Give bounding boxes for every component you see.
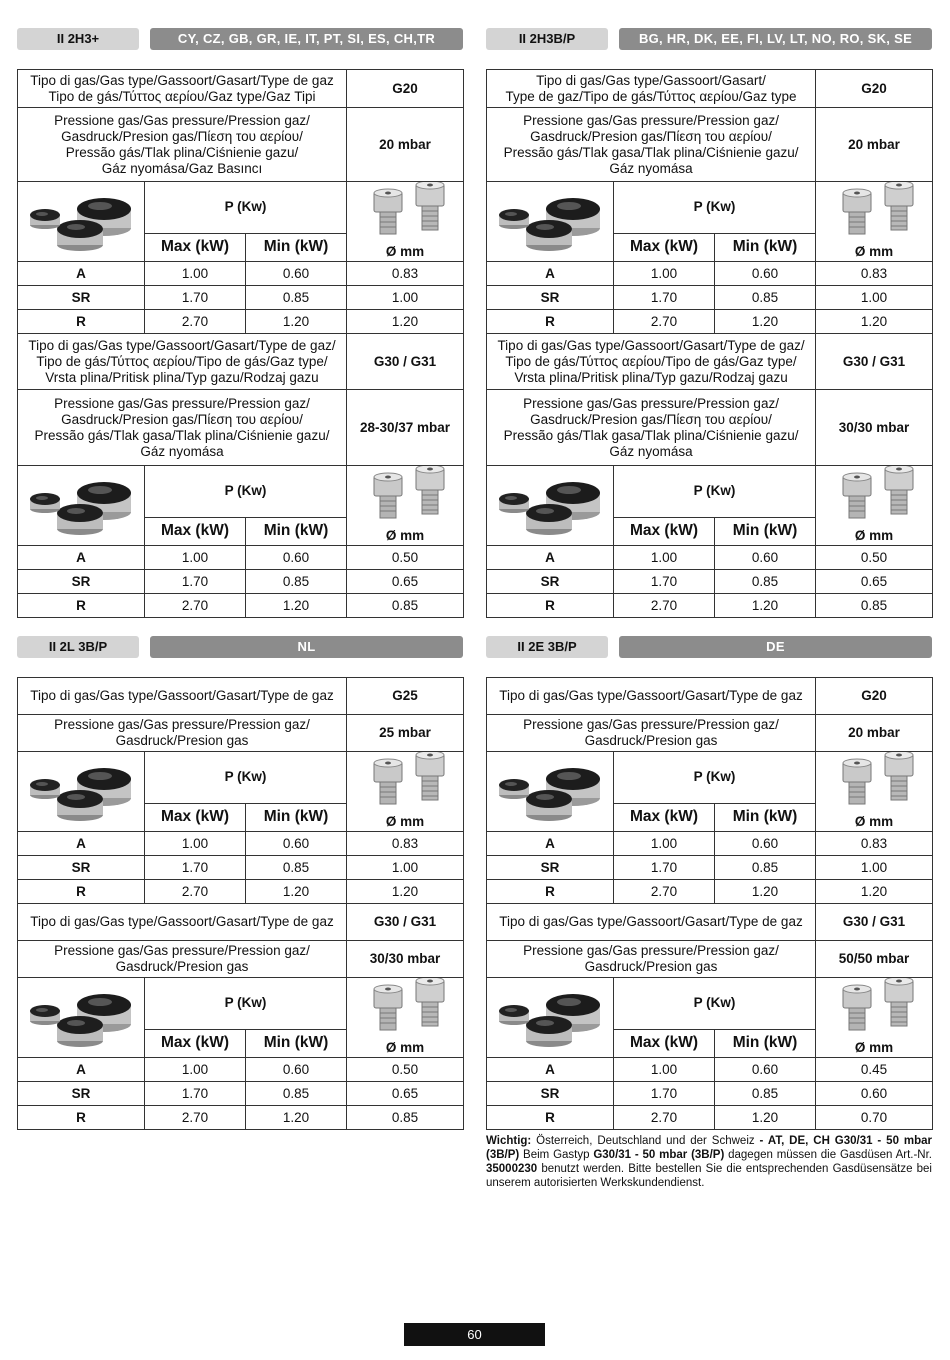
- min-power-value: 0.60: [246, 262, 347, 286]
- table-row: [487, 546, 933, 570]
- diameter-label: Ø mm: [385, 528, 425, 543]
- injector-diameter-value: 1.20: [816, 310, 933, 334]
- gas-type-label: Tipo di gas/Gas type/Gassoort/Gasart/Type de gaz: [18, 904, 347, 941]
- burner-caps-icon: [487, 981, 613, 1055]
- burner-caps-icon: [18, 185, 144, 259]
- min-power-header: Min (kW): [715, 1029, 816, 1057]
- burner-label: R: [487, 594, 614, 618]
- gas-type-label: Tipo di gas/Gas type/Gassoort/Gasart/Type de gaz Tipo de gás/Τύττος αερίου/Gaz type/Gaz Tipi: [18, 70, 347, 108]
- table-row: [18, 715, 464, 752]
- max-power-value: 1.00: [614, 262, 715, 286]
- gas-type-label: Tipo di gas/Gas type/Gassoort/Gasart/Type de gaz: [487, 678, 816, 715]
- table-row: [18, 334, 464, 390]
- section-2h3plus: [17, 28, 463, 618]
- table-row: [18, 678, 464, 715]
- section-2h3bp: [486, 28, 932, 618]
- important-note: [486, 1134, 932, 1190]
- burner-caps-icon: [487, 185, 613, 259]
- burner-label: A: [487, 832, 614, 856]
- max-power-value: 1.70: [145, 286, 246, 310]
- note-text-2: Beim Gastyp: [519, 1149, 594, 1161]
- min-power-value: 1.20: [246, 594, 347, 618]
- injector-diameter-value: 1.00: [816, 856, 933, 880]
- appliance-category-badge: II 2H3+: [17, 28, 139, 50]
- gas-pressure-label: Pressione gas/Gas pressure/Pression gaz/ Gasdruck/Presion gas: [487, 941, 816, 978]
- injector-nozzle-icon: [356, 752, 463, 814]
- gas-pressure-value: 25 mbar: [347, 715, 464, 752]
- note-text-3: dagegen müssen die Gasdüsen Art.-Nr.: [724, 1149, 932, 1161]
- country-list-banner: DE: [619, 636, 932, 658]
- min-power-value: 0.60: [246, 832, 347, 856]
- burner-label: R: [18, 594, 145, 618]
- max-power-value: 2.70: [614, 594, 715, 618]
- burner-image: [487, 978, 614, 1058]
- max-power-value: 2.70: [614, 310, 715, 334]
- burner-label: SR: [18, 570, 145, 594]
- max-power-header: Max (kW): [614, 803, 715, 831]
- gas-type-value: G20: [816, 70, 933, 108]
- gas-pressure-label: Pressione gas/Gas pressure/Pression gaz/ Gasdruck/Presion gas: [18, 941, 347, 978]
- country-list-banner: NL: [150, 636, 463, 658]
- burner-caps-icon: [18, 469, 144, 543]
- table-row: [18, 832, 464, 856]
- injector-diameter-value: 1.20: [816, 880, 933, 904]
- table-row: [487, 880, 933, 904]
- injector-diameter-header: [347, 978, 464, 1058]
- table-row: [487, 941, 933, 978]
- injector-diameter-header: [816, 978, 933, 1058]
- power-header: P (Kw): [145, 752, 347, 804]
- min-power-value: 0.60: [715, 262, 816, 286]
- table-row: [18, 182, 464, 234]
- table-row: [487, 334, 933, 390]
- table-row: [487, 390, 933, 466]
- max-power-header: Max (kW): [145, 233, 246, 261]
- max-power-header: Max (kW): [145, 1029, 246, 1057]
- injector-diameter-header: [347, 752, 464, 832]
- country-list-banner: BG, HR, DK, EE, FI, LV, LT, NO, RO, SK, SE: [619, 28, 932, 50]
- gas-pressure-value: 30/30 mbar: [816, 390, 933, 466]
- max-power-header: Max (kW): [614, 517, 715, 545]
- injector-diameter-header: [816, 466, 933, 546]
- max-power-value: 1.00: [145, 832, 246, 856]
- min-power-value: 0.85: [246, 286, 347, 310]
- table-row: [487, 466, 933, 518]
- gas-pressure-value: 50/50 mbar: [816, 941, 933, 978]
- injector-nozzle-icon: [825, 752, 932, 814]
- table-row: [487, 310, 933, 334]
- min-power-header: Min (kW): [246, 517, 347, 545]
- max-power-value: 2.70: [145, 1106, 246, 1130]
- burner-label: A: [18, 262, 145, 286]
- injector-diameter-value: 0.65: [816, 570, 933, 594]
- burner-caps-icon: [487, 469, 613, 543]
- gas-type-value: G30 / G31: [347, 334, 464, 390]
- gas-type-value: G30 / G31: [347, 904, 464, 941]
- table-row: [18, 978, 464, 1030]
- diameter-label: Ø mm: [854, 1040, 894, 1055]
- max-power-value: 2.70: [145, 594, 246, 618]
- max-power-header: Max (kW): [145, 517, 246, 545]
- gas-type-value: G30 / G31: [816, 904, 933, 941]
- injector-diameter-value: 1.20: [347, 310, 464, 334]
- min-power-header: Min (kW): [246, 803, 347, 831]
- section-header: [17, 28, 463, 52]
- diameter-label: Ø mm: [854, 814, 894, 829]
- min-power-value: 0.85: [246, 1082, 347, 1106]
- gas-pressure-value: 30/30 mbar: [347, 941, 464, 978]
- note-bold-2: G30/31 - 50 mbar (3B/P): [593, 1149, 725, 1161]
- table-row: [18, 108, 464, 182]
- min-power-value: 1.20: [246, 310, 347, 334]
- burner-label: SR: [487, 856, 614, 880]
- injector-diameter-value: 0.60: [816, 1082, 933, 1106]
- diameter-label: Ø mm: [385, 1040, 425, 1055]
- max-power-value: 1.00: [614, 546, 715, 570]
- min-power-value: 0.85: [246, 570, 347, 594]
- gas-type-label: Tipo di gas/Gas type/Gassoort/Gasart/Type de gaz/ Tipo de gás/Τύττος αερίου/Tipo de gás/Gaz type/ Vrsta plina/Pritisk plina/Typ gazu/Rodzaj gazu: [18, 334, 347, 390]
- diameter-label: Ø mm: [385, 244, 425, 259]
- table-row: [487, 715, 933, 752]
- min-power-header: Min (kW): [246, 233, 347, 261]
- gas-injector-table: [486, 69, 933, 618]
- injector-diameter-header: [347, 466, 464, 546]
- burner-label: A: [487, 546, 614, 570]
- max-power-value: 1.00: [614, 832, 715, 856]
- max-power-value: 1.70: [145, 856, 246, 880]
- injector-diameter-value: 0.45: [816, 1058, 933, 1082]
- injector-diameter-value: 1.00: [347, 286, 464, 310]
- page-number: 60: [404, 1323, 545, 1346]
- note-bold-1: - AT, DE, CH G30/31 - 50 mbar (3B/P): [486, 1135, 932, 1161]
- table-row: [18, 1106, 464, 1130]
- min-power-value: 0.60: [715, 546, 816, 570]
- injector-nozzle-icon: [825, 978, 932, 1040]
- power-header: P (Kw): [614, 752, 816, 804]
- injector-diameter-value: 0.83: [347, 262, 464, 286]
- table-row: [487, 904, 933, 941]
- max-power-value: 2.70: [614, 880, 715, 904]
- gas-pressure-label: Pressione gas/Gas pressure/Pression gaz/ Gasdruck/Presion gas/Πίεση του αερίου/ Pressão gás/Tlak gasa/Tlak plina/Ciśnienie gazu/ Gáz nyomása: [487, 390, 816, 466]
- injector-nozzle-icon: [825, 182, 932, 244]
- section-header: [17, 636, 463, 660]
- section-2l3bp: [17, 636, 463, 1130]
- min-power-value: 0.85: [715, 856, 816, 880]
- min-power-value: 0.60: [715, 832, 816, 856]
- power-header: P (Kw): [614, 182, 816, 234]
- injector-diameter-value: 0.65: [347, 570, 464, 594]
- gas-pressure-value: 20 mbar: [816, 715, 933, 752]
- burner-caps-icon: [18, 755, 144, 829]
- min-power-header: Min (kW): [715, 517, 816, 545]
- table-row: [487, 1082, 933, 1106]
- table-row: [18, 262, 464, 286]
- max-power-value: 1.70: [614, 856, 715, 880]
- min-power-value: 1.20: [715, 310, 816, 334]
- max-power-header: Max (kW): [614, 233, 715, 261]
- burner-label: A: [18, 546, 145, 570]
- section-header: [486, 28, 932, 52]
- injector-nozzle-icon: [356, 466, 463, 528]
- burner-label: A: [487, 262, 614, 286]
- note-bold-3: 35000230: [486, 1163, 538, 1175]
- injector-diameter-value: 0.85: [347, 594, 464, 618]
- min-power-value: 1.20: [246, 880, 347, 904]
- power-header: P (Kw): [614, 466, 816, 518]
- injector-nozzle-icon: [356, 978, 463, 1040]
- table-row: [487, 752, 933, 804]
- max-power-header: Max (kW): [614, 1029, 715, 1057]
- min-power-value: 0.60: [246, 1058, 347, 1082]
- min-power-value: 0.60: [246, 546, 347, 570]
- injector-diameter-value: 0.50: [347, 1058, 464, 1082]
- injector-diameter-value: 0.83: [347, 832, 464, 856]
- table-row: [487, 678, 933, 715]
- appliance-category-badge: II 2H3B/P: [486, 28, 608, 50]
- table-row: [18, 1082, 464, 1106]
- max-power-value: 1.70: [614, 570, 715, 594]
- min-power-value: 1.20: [246, 1106, 347, 1130]
- burner-image: [18, 752, 145, 832]
- burner-image: [18, 466, 145, 546]
- gas-pressure-label: Pressione gas/Gas pressure/Pression gaz/ Gasdruck/Presion gas/Πίεση του αερίου/ Pressão gás/Tlak gasa/Tlak plina/Ciśnienie gazu/ Gáz nyomása: [487, 108, 816, 182]
- max-power-value: 2.70: [145, 310, 246, 334]
- injector-diameter-value: 0.70: [816, 1106, 933, 1130]
- burner-label: R: [18, 310, 145, 334]
- burner-image: [487, 466, 614, 546]
- min-power-value: 0.85: [715, 286, 816, 310]
- note-lead: Wichtig:: [486, 1135, 532, 1147]
- table-row: [487, 1058, 933, 1082]
- table-row: [18, 941, 464, 978]
- table-row: [487, 108, 933, 182]
- table-row: [487, 182, 933, 234]
- table-row: [487, 570, 933, 594]
- burner-label: A: [18, 1058, 145, 1082]
- burner-label: SR: [18, 286, 145, 310]
- gas-type-value: G30 / G31: [816, 334, 933, 390]
- table-row: [18, 880, 464, 904]
- table-row: [18, 594, 464, 618]
- max-power-value: 1.00: [145, 1058, 246, 1082]
- injector-diameter-value: 1.20: [347, 880, 464, 904]
- burner-label: SR: [487, 1082, 614, 1106]
- min-power-value: 0.85: [715, 570, 816, 594]
- injector-diameter-value: 0.65: [347, 1082, 464, 1106]
- burner-label: SR: [18, 856, 145, 880]
- min-power-value: 1.20: [715, 1106, 816, 1130]
- power-header: P (Kw): [145, 466, 347, 518]
- injector-nozzle-icon: [825, 466, 932, 528]
- appliance-category-badge: II 2L 3B/P: [17, 636, 139, 658]
- gas-type-label: Tipo di gas/Gas type/Gassoort/Gasart/ Type de gaz/Tipo de gás/Τύττος αερίου/Gaz type: [487, 70, 816, 108]
- min-power-header: Min (kW): [715, 803, 816, 831]
- burner-label: R: [18, 1106, 145, 1130]
- table-row: [487, 70, 933, 108]
- gas-type-value: G20: [347, 70, 464, 108]
- table-row: [18, 466, 464, 518]
- section-2e3bp: [486, 636, 932, 1130]
- table-row: [18, 546, 464, 570]
- table-row: [487, 856, 933, 880]
- injector-diameter-header: [816, 752, 933, 832]
- appliance-category-badge: II 2E 3B/P: [486, 636, 608, 658]
- burner-label: R: [487, 310, 614, 334]
- country-list-banner: CY, CZ, GB, GR, IE, IT, PT, SI, ES, CH,TR: [150, 28, 463, 50]
- gas-pressure-value: 20 mbar: [816, 108, 933, 182]
- burner-label: R: [487, 880, 614, 904]
- burner-label: SR: [487, 286, 614, 310]
- min-power-header: Min (kW): [246, 1029, 347, 1057]
- gas-pressure-value: 28-30/37 mbar: [347, 390, 464, 466]
- burner-label: A: [487, 1058, 614, 1082]
- injector-diameter-value: 0.85: [347, 1106, 464, 1130]
- note-text-4: benutzt werden. Bitte bestellen Sie die entsprechenden Gasdüsensätze bei unserem autorisierten Werkskundendienst.: [486, 1163, 932, 1189]
- injector-diameter-header: [347, 182, 464, 262]
- max-power-value: 1.70: [614, 286, 715, 310]
- diameter-label: Ø mm: [385, 814, 425, 829]
- table-row: [18, 570, 464, 594]
- burner-caps-icon: [18, 981, 144, 1055]
- injector-diameter-value: 0.50: [816, 546, 933, 570]
- min-power-value: 0.85: [246, 856, 347, 880]
- max-power-value: 2.70: [145, 880, 246, 904]
- gas-pressure-label: Pressione gas/Gas pressure/Pression gaz/ Gasdruck/Presion gas: [487, 715, 816, 752]
- min-power-value: 0.85: [715, 1082, 816, 1106]
- max-power-value: 2.70: [614, 1106, 715, 1130]
- diameter-label: Ø mm: [854, 244, 894, 259]
- table-row: [18, 752, 464, 804]
- gas-injector-table: [17, 677, 464, 1130]
- table-row: [487, 1106, 933, 1130]
- table-row: [18, 904, 464, 941]
- min-power-header: Min (kW): [715, 233, 816, 261]
- table-row: [487, 832, 933, 856]
- max-power-value: 1.00: [145, 546, 246, 570]
- injector-diameter-value: 0.50: [347, 546, 464, 570]
- burner-image: [487, 752, 614, 832]
- burner-label: R: [487, 1106, 614, 1130]
- table-row: [18, 390, 464, 466]
- burner-label: A: [18, 832, 145, 856]
- max-power-value: 1.70: [614, 1082, 715, 1106]
- injector-diameter-value: 0.83: [816, 262, 933, 286]
- burner-image: [18, 182, 145, 262]
- note-text-1: Österreich, Deutschland und der Schweiz: [531, 1135, 760, 1147]
- gas-type-label: Tipo di gas/Gas type/Gassoort/Gasart/Type de gaz/ Tipo de gás/Τύττος αερίου/Tipo de gás/Gaz type/ Vrsta plina/Pritisk plina/Typ gazu/Rodzaj gazu: [487, 334, 816, 390]
- min-power-value: 1.20: [715, 594, 816, 618]
- gas-pressure-label: Pressione gas/Gas pressure/Pression gaz/ Gasdruck/Presion gas: [18, 715, 347, 752]
- burner-image: [487, 182, 614, 262]
- burner-image: [18, 978, 145, 1058]
- table-row: [18, 1058, 464, 1082]
- table-row: [487, 286, 933, 310]
- burner-label: SR: [18, 1082, 145, 1106]
- gas-type-value: G25: [347, 678, 464, 715]
- max-power-value: 1.00: [614, 1058, 715, 1082]
- table-row: [18, 856, 464, 880]
- injector-diameter-value: 1.00: [347, 856, 464, 880]
- table-row: [18, 286, 464, 310]
- table-row: [18, 70, 464, 108]
- gas-type-label: Tipo di gas/Gas type/Gassoort/Gasart/Type de gaz: [487, 904, 816, 941]
- min-power-value: 0.60: [715, 1058, 816, 1082]
- gas-type-value: G20: [816, 678, 933, 715]
- burner-caps-icon: [487, 755, 613, 829]
- injector-diameter-value: 1.00: [816, 286, 933, 310]
- max-power-value: 1.00: [145, 262, 246, 286]
- max-power-header: Max (kW): [145, 803, 246, 831]
- injector-diameter-header: [816, 182, 933, 262]
- max-power-value: 1.70: [145, 570, 246, 594]
- gas-pressure-label: Pressione gas/Gas pressure/Pression gaz/ Gasdruck/Presion gas/Πίεση του αερίου/ Pressão gás/Tlak gasa/Tlak plina/Ciśnienie gazu/ Gáz nyomása: [18, 390, 347, 466]
- gas-type-label: Tipo di gas/Gas type/Gassoort/Gasart/Type de gaz: [18, 678, 347, 715]
- diameter-label: Ø mm: [854, 528, 894, 543]
- max-power-value: 1.70: [145, 1082, 246, 1106]
- power-header: P (Kw): [145, 978, 347, 1030]
- power-header: P (Kw): [145, 182, 347, 234]
- gas-injector-table: [486, 677, 933, 1130]
- table-row: [18, 310, 464, 334]
- section-header: [486, 636, 932, 660]
- gas-pressure-value: 20 mbar: [347, 108, 464, 182]
- gas-injector-table: [17, 69, 464, 618]
- burner-label: SR: [487, 570, 614, 594]
- table-row: [487, 594, 933, 618]
- injector-diameter-value: 0.85: [816, 594, 933, 618]
- burner-label: R: [18, 880, 145, 904]
- gas-pressure-label: Pressione gas/Gas pressure/Pression gaz/ Gasdruck/Presion gas/Πίεση του αερίου/ Pressão gás/Tlak plina/Ciśnienie gazu/ Gáz nyomása/Gaz Basıncı: [18, 108, 347, 182]
- table-row: [487, 262, 933, 286]
- injector-nozzle-icon: [356, 182, 463, 244]
- table-row: [487, 978, 933, 1030]
- injector-diameter-value: 0.83: [816, 832, 933, 856]
- power-header: P (Kw): [614, 978, 816, 1030]
- min-power-value: 1.20: [715, 880, 816, 904]
